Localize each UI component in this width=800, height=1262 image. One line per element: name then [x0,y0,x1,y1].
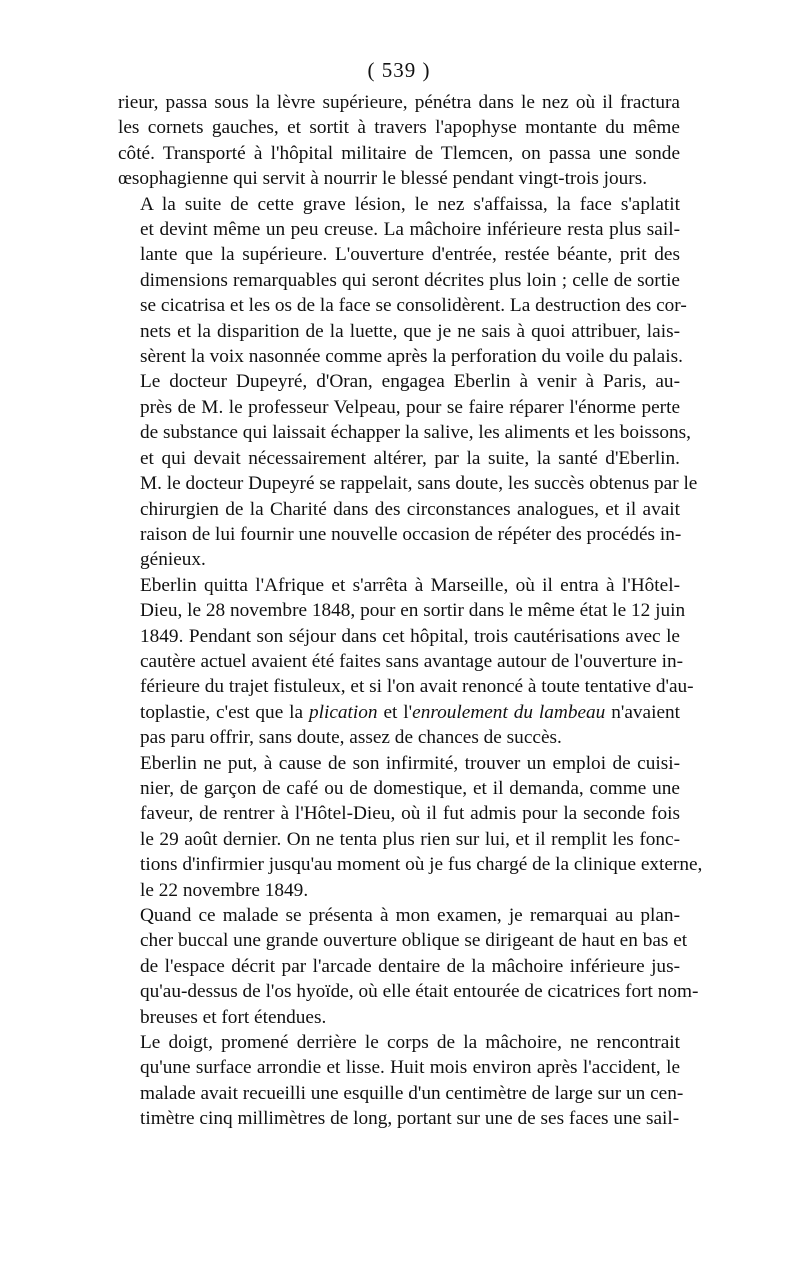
paragraph [118,1030,684,1132]
text-line: malade avait recueilli une esquille d'un centimètre de large sur un cen- [140,1082,684,1104]
text-line: toplastie, c'est que la plication et l'enroulement du lambeau n'avaient [140,701,681,723]
text-line: timètre cinq millimètres de long, portant sur une de ses faces une sail- [140,1108,680,1130]
text-line: nier, de garçon de café ou de domestique, et il demanda, comme une [140,777,680,799]
text-line: près de M. le professeur Velpeau, pour se faire réparer l'énorme perte [140,396,680,418]
text-line: Dieu, le 28 novembre 1848, pour en sortir dans le même état le 12 juin [140,600,686,622]
text-line: cher buccal une grande ouverture oblique se dirigeant de haut en bas et [140,930,688,952]
text-line: chirurgien de la Charité dans des circonstances analogues, et il avait [140,498,680,520]
text-line: férieure du trajet fistuleux, et si l'on avait renoncé à toute tentative d'au- [140,676,694,698]
text-line: le 22 novembre 1849. [140,879,309,901]
text-line: cautère actuel avaient été faites sans avantage autour de l'ouverture in- [140,650,684,672]
paragraph [118,903,699,1030]
text-line: pas paru offrir, sans doute, assez de chances de succès. [140,727,562,749]
text-line: nets et la disparition de la luette, que je ne sais à quoi attribuer, lais- [140,320,680,342]
text-line: les cornets gauches, et sortit à travers l'apophyse montante du même [118,117,680,139]
text-line: de substance qui laissait échapper la salive, les aliments et les boissons, [140,422,691,444]
text-line: et devint même un peu creuse. La mâchoire inférieure resta plus sail- [140,219,680,241]
paragraph [118,573,694,751]
text-line: de l'espace décrit par l'arcade dentaire de la mâchoire inférieure jus- [140,955,680,977]
text-line: côté. Transporté à l'hôpital militaire de Tlemcen, on passa une sonde [118,142,680,164]
body-text [118,90,703,1132]
text-line: œsophagienne qui servit à nourrir le blessé pendant vingt-trois jours. [118,168,648,190]
italic-phrase: enroulement du lambeau [412,701,606,723]
page-number: ( 539 ) [367,58,431,82]
text-line: Le doigt, promené derrière le corps de la mâchoire, ne rencontrait [140,1032,680,1054]
text-line: Quand ce malade se présenta à mon examen, je remarquai au plan- [140,905,680,926]
text-line: breuses et fort étendues. [140,1006,327,1028]
text-line: rieur, passa sous la lèvre supérieure, pénétra dans le nez où il fractura [118,92,680,113]
text-line: qu'au-dessus de l'os hyoïde, où elle était entourée de cicatrices fort nom- [140,981,699,1003]
text-line: Eberlin quitta l'Afrique et s'arrêta à Marseille, où il entra à l'Hôtel- [140,574,680,596]
paragraph [118,90,680,192]
text-line: raison de lui fournir une nouvelle occasion de répéter des procédés in- [140,523,682,545]
paragraph [118,751,703,903]
italic-phrase: plication [309,701,378,723]
text-line: 1849. Pendant son séjour dans cet hôpital, trois cautérisations avec le [140,625,680,647]
text-line: faveur, de rentrer à l'Hôtel-Dieu, où il fut admis pour la seconde fois [140,803,680,825]
text-line: Eberlin ne put, à cause de son infirmité, trouver un emploi de cuisi- [140,752,680,774]
text-line: lante que la supérieure. L'ouverture d'entrée, restée béante, prit des [140,244,680,266]
document-page [118,56,703,1132]
text-line: tions d'infirmier jusqu'au moment où je fus chargé de la clinique externe, [140,854,703,876]
paragraph [118,369,698,572]
text-line: le 29 août dernier. On ne tenta plus rien sur lui, et il remplit les fonc- [140,828,680,850]
text-line: M. le docteur Dupeyré se rappelait, sans doute, les succès obtenus par le [140,473,698,495]
text-line: qu'une surface arrondie et lisse. Huit mois environ après l'accident, le [140,1057,680,1079]
text-line: A la suite de cette grave lésion, le nez s'affaissa, la face s'aplatit [140,193,680,215]
text-line: Le docteur Dupeyré, d'Oran, engagea Eberlin à venir à Paris, au- [140,371,680,393]
paragraph [118,192,687,370]
text-line: sèrent la voix nasonnée comme après la perforation du voile du palais. [140,346,683,368]
text-line: génieux. [140,549,206,571]
text-line: et qui devait nécessairement altérer, par la suite, la santé d'Eberlin. [140,447,680,469]
text-line: dimensions remarquables qui seront décrites plus loin ; celle de sortie [140,269,680,291]
text-line: se cicatrisa et les os de la face se consolidèrent. La destruction des cor- [140,295,687,317]
